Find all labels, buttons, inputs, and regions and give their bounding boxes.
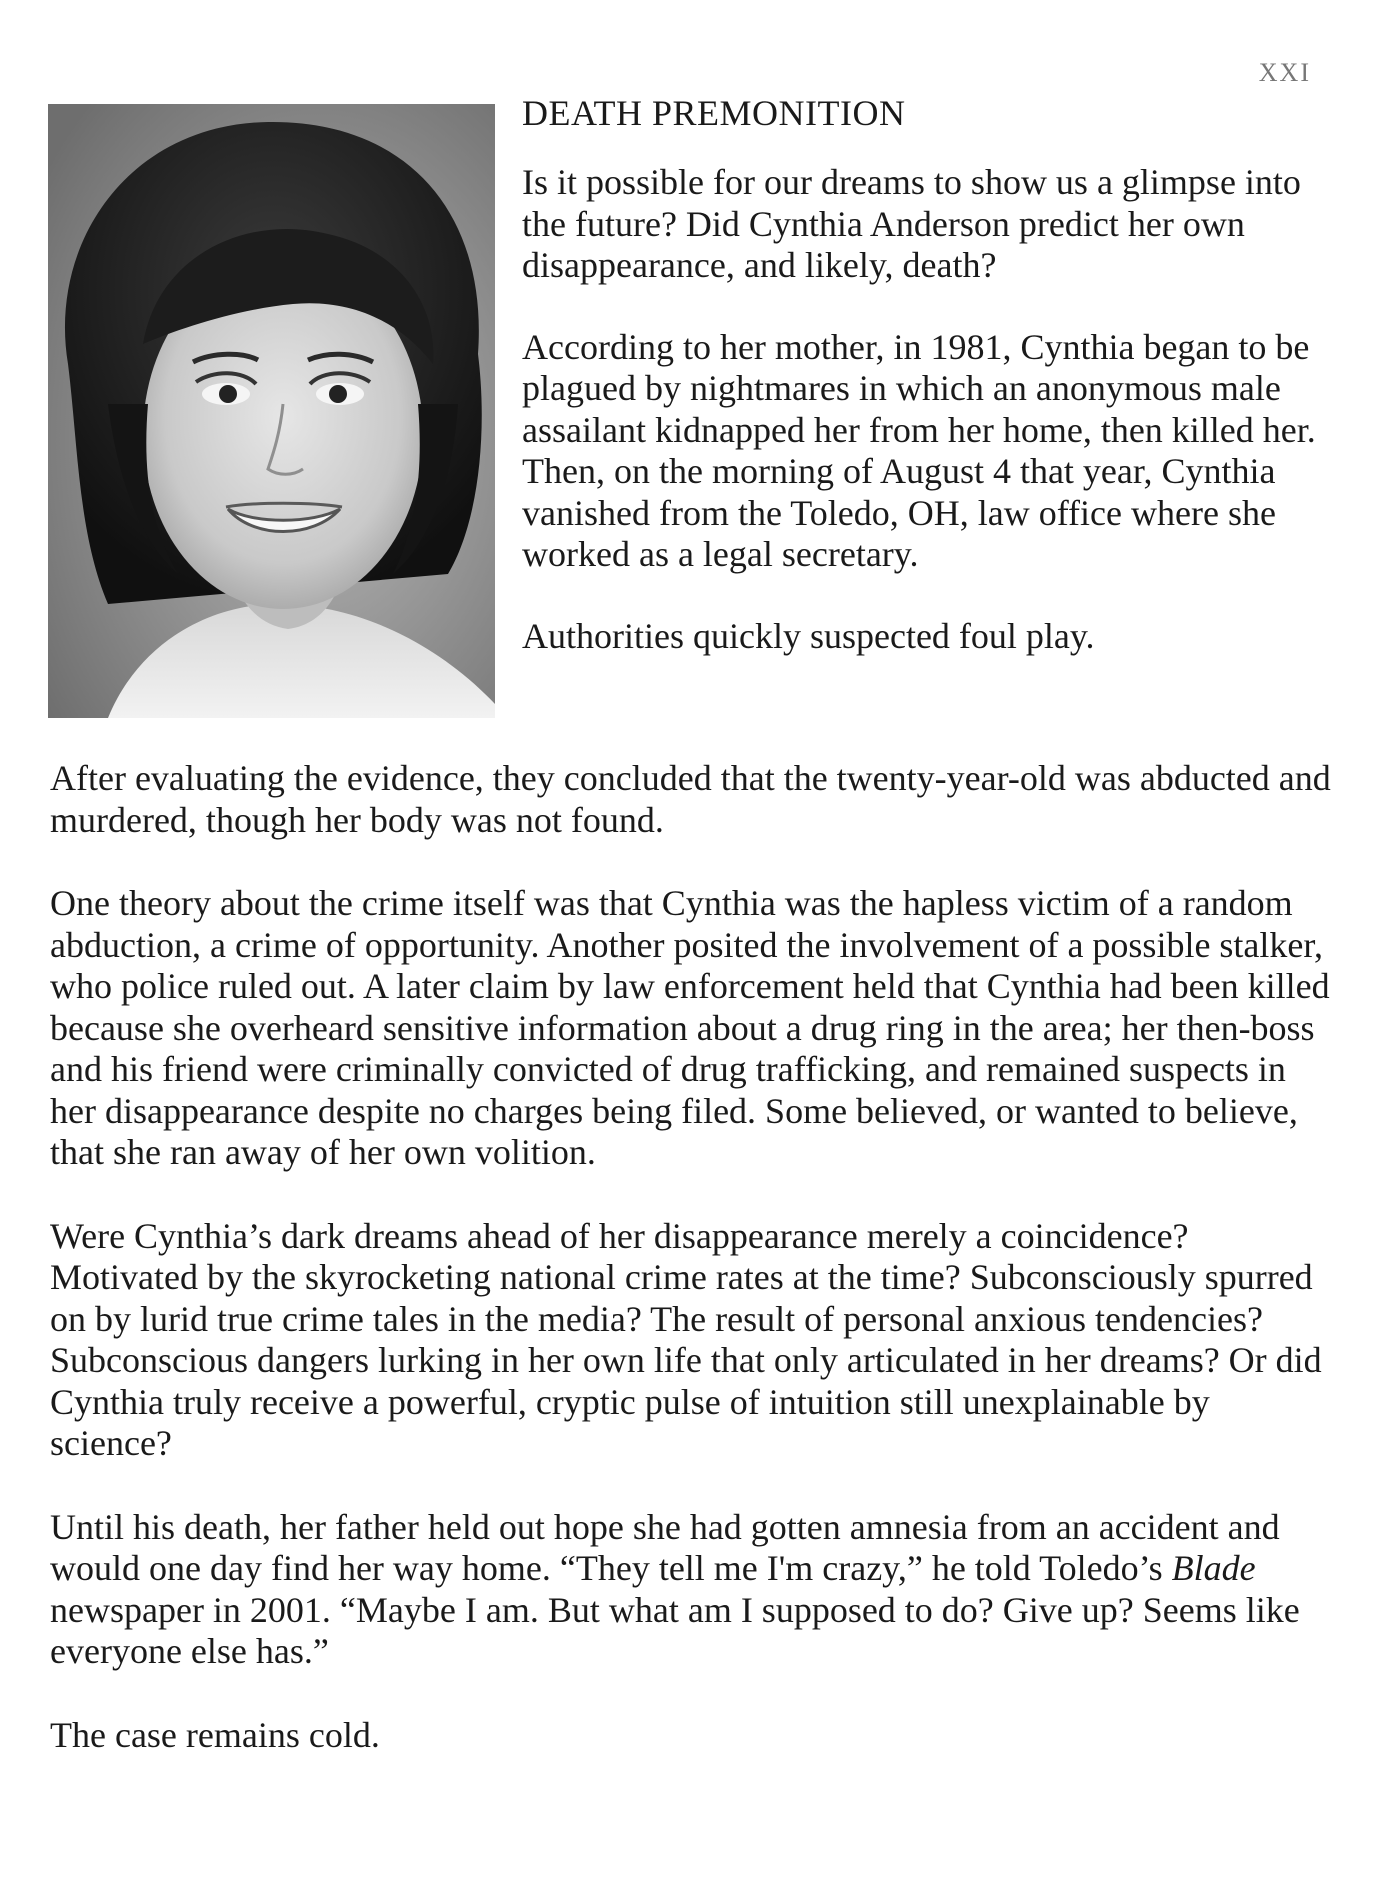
father-text-part1: Until his death, her father held out hope she had gotten amnesia from an accident and would one day find her way home. “They tell me I'm crazy,” he told Toledo’s (50, 1506, 1280, 1588)
article-title: DEATH PREMONITION (522, 93, 906, 133)
evidence-paragraph: After evaluating the evidence, they concluded that the twenty-year-old was abducted and murdered, though her body was not found. (50, 758, 1331, 840)
father-text-part2: newspaper in 2001. “Maybe I am. But what am I supposed to do? Give up? Seems like everyone else has.” (50, 1589, 1300, 1671)
portrait-image (48, 104, 495, 718)
authorities-paragraph: Authorities quickly suspected foul play. (522, 615, 1095, 656)
page-number: XXI (1258, 58, 1311, 87)
main-column (50, 758, 1335, 1798)
mother-paragraph: According to her mother, in 1981, Cynthia began to be plagued by nightmares in which an anonymous male assailant kidnapped her from her home, then killed her. Then, on the morning of August 4 that year, Cynthia vanished from the Toledo, OH, law office where she worked as a legal secretary. (522, 326, 1316, 574)
side-column (522, 92, 1322, 657)
theories-paragraph: One theory about the crime itself was that Cynthia was the hapless victim of a random abduction, a crime of opportunity. Another posited the involvement of a possible stalker, who police ruled out. A later claim by law enforcement held that Cynthia had been killed because she overheard sensitive information about a drug ring in the area; her then-boss and his friend were criminally convicted of drug trafficking, and remained suspects in her disappearance despite no charges being filed. Some believed, or wanted to believe, that she ran away of her own volition. (50, 883, 1330, 1172)
father-paragraph (50, 1507, 1335, 1673)
portrait-photo (48, 104, 495, 718)
closing-paragraph: The case remains cold. (50, 1714, 380, 1755)
newspaper-name: Blade (1171, 1548, 1256, 1588)
dreams-paragraph: Were Cynthia’s dark dreams ahead of her disappearance merely a coincidence? Motivated by the skyrocketing national crime rates at the time? Subconsciously spurred on by lurid true crime tales in the media? The result of personal anxious tendencies? Subconscious dangers lurking in her own life that only articulated in her dreams? Or did Cynthia truly receive a powerful, cryptic pulse of intuition still unexplainable by science? (50, 1215, 1322, 1463)
intro-paragraph: Is it possible for our dreams to show us a glimpse into the future? Did Cynthia Anderson predict her own disappearance, and likely, death? (522, 162, 1301, 285)
